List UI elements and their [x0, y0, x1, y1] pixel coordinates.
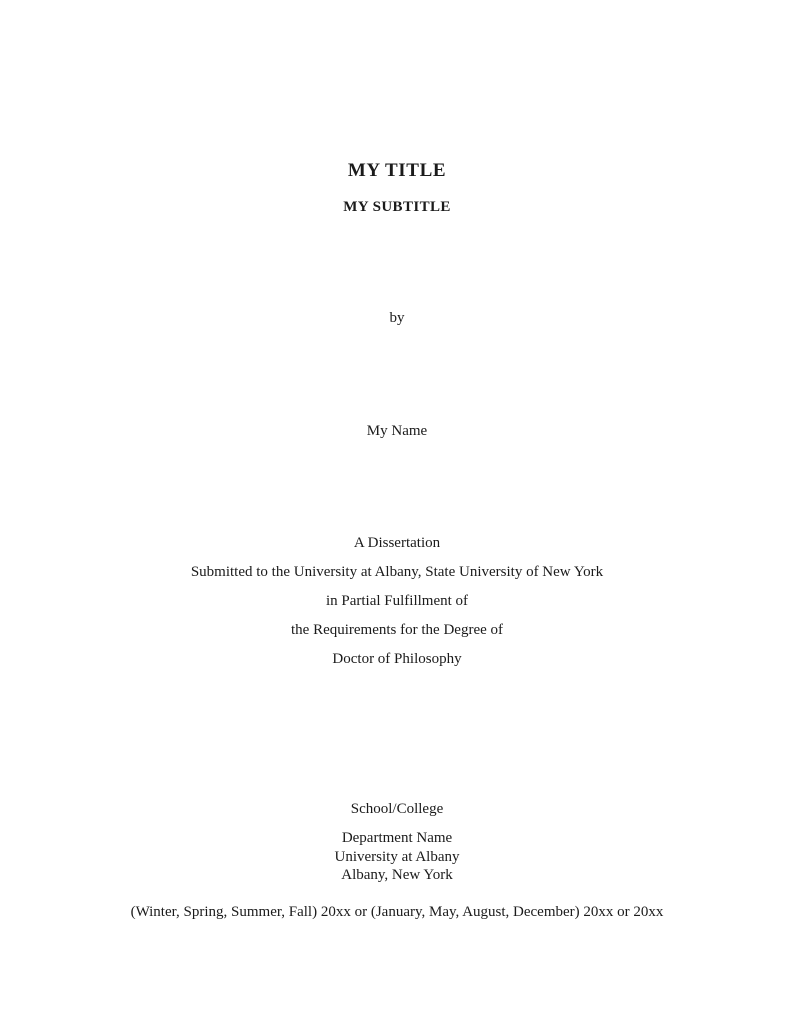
dissertation-subtitle: MY SUBTITLE — [343, 199, 451, 215]
department-name: Department Name — [341, 830, 453, 846]
date-line: (Winter, Spring, Summer, Fall) 20xx or (January, May, August, December) 20xx or 20xx — [130, 904, 664, 920]
statement-line-submitted: Submitted to the University at Albany, State University of New York — [190, 564, 604, 580]
byline-label: by — [389, 310, 405, 326]
statement-line-dissertation: A Dissertation — [353, 535, 441, 551]
school-college: School/College — [350, 801, 444, 817]
dissertation-title: MY TITLE — [347, 160, 447, 181]
university-name: University at Albany — [334, 849, 460, 865]
statement-line-degree: Doctor of Philosophy — [332, 651, 462, 667]
statement-line-fulfillment: in Partial Fulfillment of — [325, 593, 469, 609]
statement-line-requirements: the Requirements for the Degree of — [291, 622, 503, 638]
university-location: Albany, New York — [341, 867, 453, 883]
author-name: My Name — [366, 423, 428, 439]
